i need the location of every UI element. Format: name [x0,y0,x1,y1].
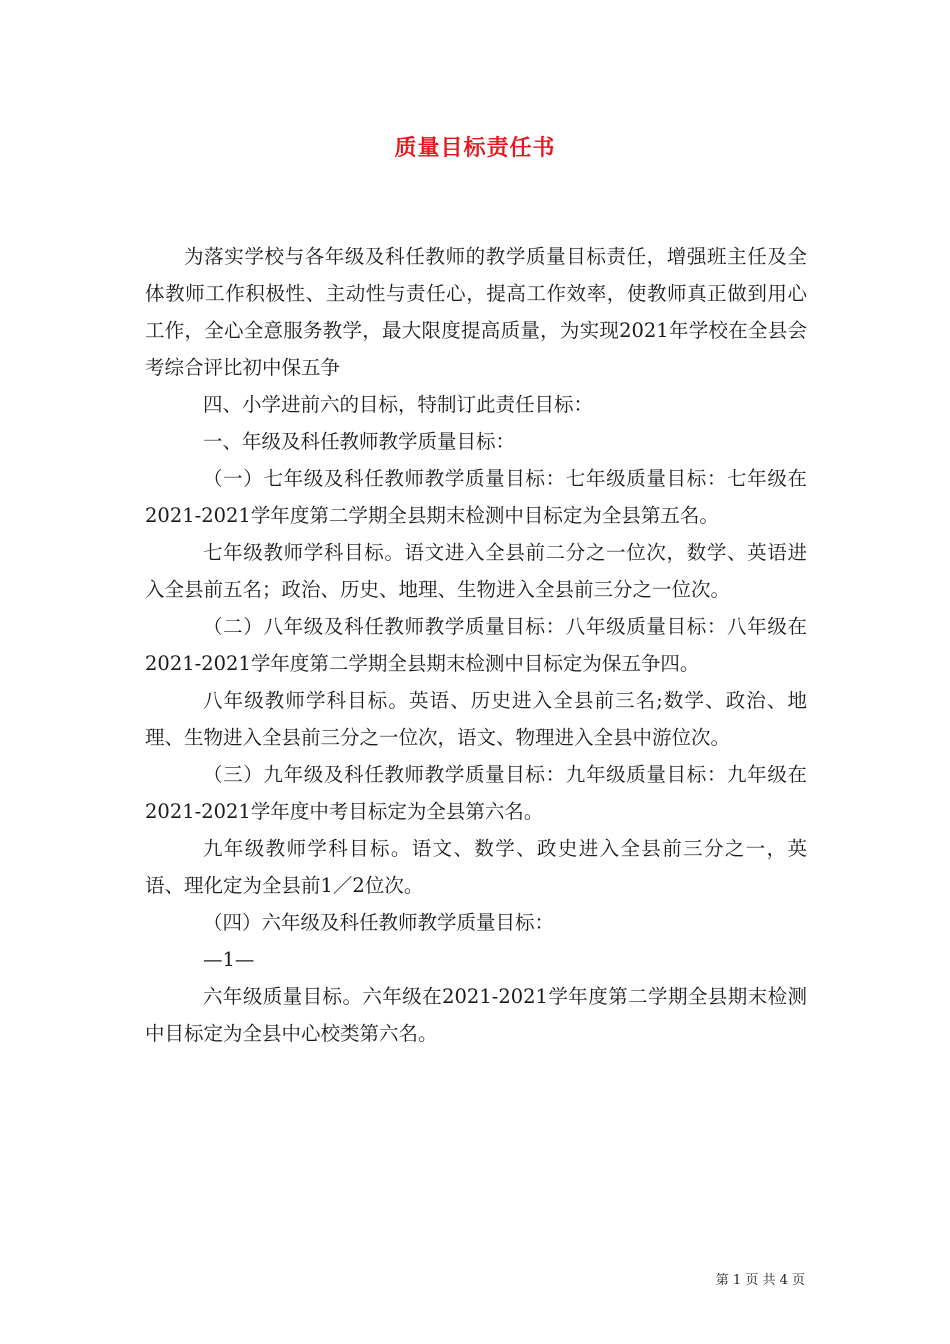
paragraph-section-heading: 一、年级及科任教师教学质量目标： [203,430,516,453]
paragraph-grade7-subjects: 七年级教师学科目标。语文进入全县前二分之一位次，数学、英语进入全县前五名；政治、历史、地理、生物进入全县前三分之一位次。 [145,541,807,601]
paragraph-grade8-subjects: 八年级教师学科目标。英语、历史进入全县前三名;数学、政治、地理、生物进入全县前三分之一位次，语文、物理进入全县中游位次。 [145,689,807,749]
document-body [145,238,807,1052]
document-title: 质量目标责任书 [394,135,556,161]
paragraph-grade9-target: （三）九年级及科任教师教学质量目标：九年级质量目标：九年级在2021-2021学年度中考目标定为全县第六名。 [145,763,807,823]
paragraph-intro: 为落实学校与各年级及科任教师的教学质量目标责任，增强班主任及全体教师工作积极性、主动性与责任心，提高工作效率，使教师真正做到用心工作，全心全意服务教学，最大限度提高质量，为实现2021年学校在全县会考综合评比初中保五争 [145,245,807,379]
paragraph-grade6-heading: （四）六年级及科任教师教学质量目标： [203,911,555,934]
paragraph-goal-statement: 四、小学进前六的目标，特制订此责任目标： [203,393,594,416]
inline-page-marker: —1— [203,948,255,971]
paragraph-grade8-target: （二）八年级及科任教师教学质量目标：八年级质量目标：八年级在2021-2021学年度第二学期全县期末检测中目标定为保五争四。 [145,615,807,675]
paragraph-grade9-subjects: 九年级教师学科目标。语文、数学、政史进入全县前三分之一，英语、理化定为全县前1／2位次。 [145,837,807,897]
paragraph-grade6-target: 六年级质量目标。六年级在2021-2021学年度第二学期全县期末检测中目标定为全县中心校类第六名。 [145,985,807,1045]
page-number-footer: 第 1 页 共 4 页 [715,1273,805,1288]
paragraph-grade7-target: （一）七年级及科任教师教学质量目标：七年级质量目标：七年级在2021-2021学年度第二学期全县期末检测中目标定为全县第五名。 [145,467,807,527]
